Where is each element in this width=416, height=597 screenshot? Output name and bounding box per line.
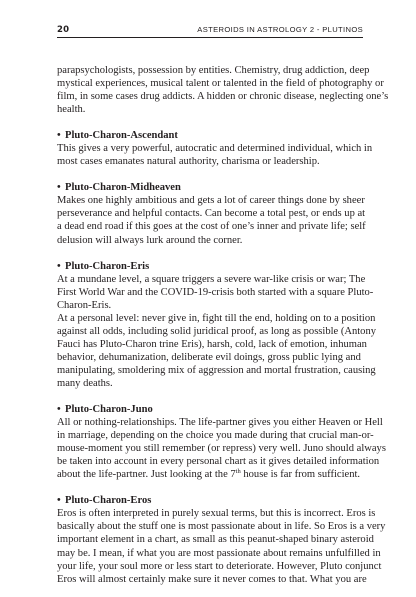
section-heading [57,494,363,507]
text-line: be taken into account in every personal chart as it gives detailed information [57,456,380,468]
text-line: Fauci has Pluto-Charon trine Eris), harsh, cold, lack of emotion, inhuman [57,338,367,350]
section-pluto-charon-eros [57,494,386,585]
section-title: Pluto-Charon-Eros [65,495,152,507]
section-pluto-charon-juno [57,403,386,481]
text-line: manipulating, smoldering mix of aggression and mortal frustration, causing [57,364,376,376]
text-line: perseverance and helpful contacts. Can become a total pest, or ends up at [57,208,366,220]
text-line: most cases emanates natural authority, charisma or leadership. [57,156,320,168]
text-line: a dead end road if this goes at the cost of one’s inner and private life; self [57,221,366,233]
section-heading [57,181,363,194]
section-pluto-charon-ascendant [57,129,373,168]
text-line: many deaths. [57,377,113,389]
bullet: • [57,130,61,142]
text-line: Makes one highly ambitious and gets a lot of career things done by sheer [57,195,365,207]
text-line: At a personal level: never give in, fight till the end, holding on to a position [57,312,376,324]
text-line: mystical experiences, musical talent or talented in the field of photography or [57,78,384,90]
body-text [57,64,389,586]
text-line: behavior, dehumanization, deliberate evil doings, gross public lying and [57,351,361,363]
text-line: may be. I mean, if what you are most passionate about remains unfulfilled in [57,547,381,559]
text-line: Eros is often interpreted in purely sexual terms, but this is incorrect. Eros is [57,508,376,520]
text-line: film, in some cases drug addicts. A hidden or chronic disease, neglecting one’s [57,91,389,103]
text-line: basically about the stuff one is most passionate about in life. So Eros is a very [57,521,386,533]
section-heading [57,260,363,273]
text-line: health. [57,104,86,116]
section-heading [57,129,363,142]
text-line: Charon-Eris. [57,299,112,311]
text-line: This gives a very powerful, autocratic and determined individual, which in [57,143,373,155]
text-line: mouse-moment you still remember (or repress) very well. Juno should always [57,443,386,455]
text-line: First World War and the COVID-19-crisis both started with a square Pluto- [57,286,374,298]
text-line [57,468,363,481]
text-fragment: about the life-partner. Just looking at the 7 [57,469,236,481]
section-title: Pluto-Charon-Eris [65,260,150,272]
text-line: At a mundane level, a square triggers a severe war-like crisis or war; The [57,273,366,285]
superscript: th [235,468,241,476]
bullet: • [57,182,61,194]
text-line: parapsychologists, possession by entities. Chemistry, drug addiction, deep [57,65,370,76]
bullet: • [57,404,61,416]
section-pluto-charon-midheaven [57,181,366,246]
text-line: delusion will always lurk around the corner. [57,234,243,246]
text-line: your life, your soul more or less start to deteriorate. However, Pluto conjunct [57,560,382,572]
text-line: against all odds, including solid juridical proof, as long as possible (Antony [57,325,377,337]
bullet: • [57,260,61,272]
header-rule [57,37,363,38]
text-line: in marriage, depending on the choice you made during that crucial man-or- [57,430,374,442]
section-pluto-charon-eris [57,260,377,390]
intro-paragraph [57,64,389,116]
text-line: All or nothing-relationships. The life-partner gives you either Heaven or Hell [57,417,383,429]
bullet: • [57,495,61,507]
section-heading [57,403,363,416]
section-title: Pluto-Charon-Juno [65,404,153,416]
running-head: ASTEROIDS IN ASTROLOGY 2 - PLUTINOS [197,25,363,34]
text-line: important element in a chart, as small as this peanut-shaped binary asteroid [57,534,374,546]
page-number: 20 [57,25,70,35]
section-title: Pluto-Charon-Midheaven [65,182,181,194]
text-fragment: house is far from sufficient. [243,469,361,481]
section-title: Pluto-Charon-Ascendant [65,130,178,142]
text-line: Eros will almost certainly make sure it never comes to that. What you are [57,573,367,585]
